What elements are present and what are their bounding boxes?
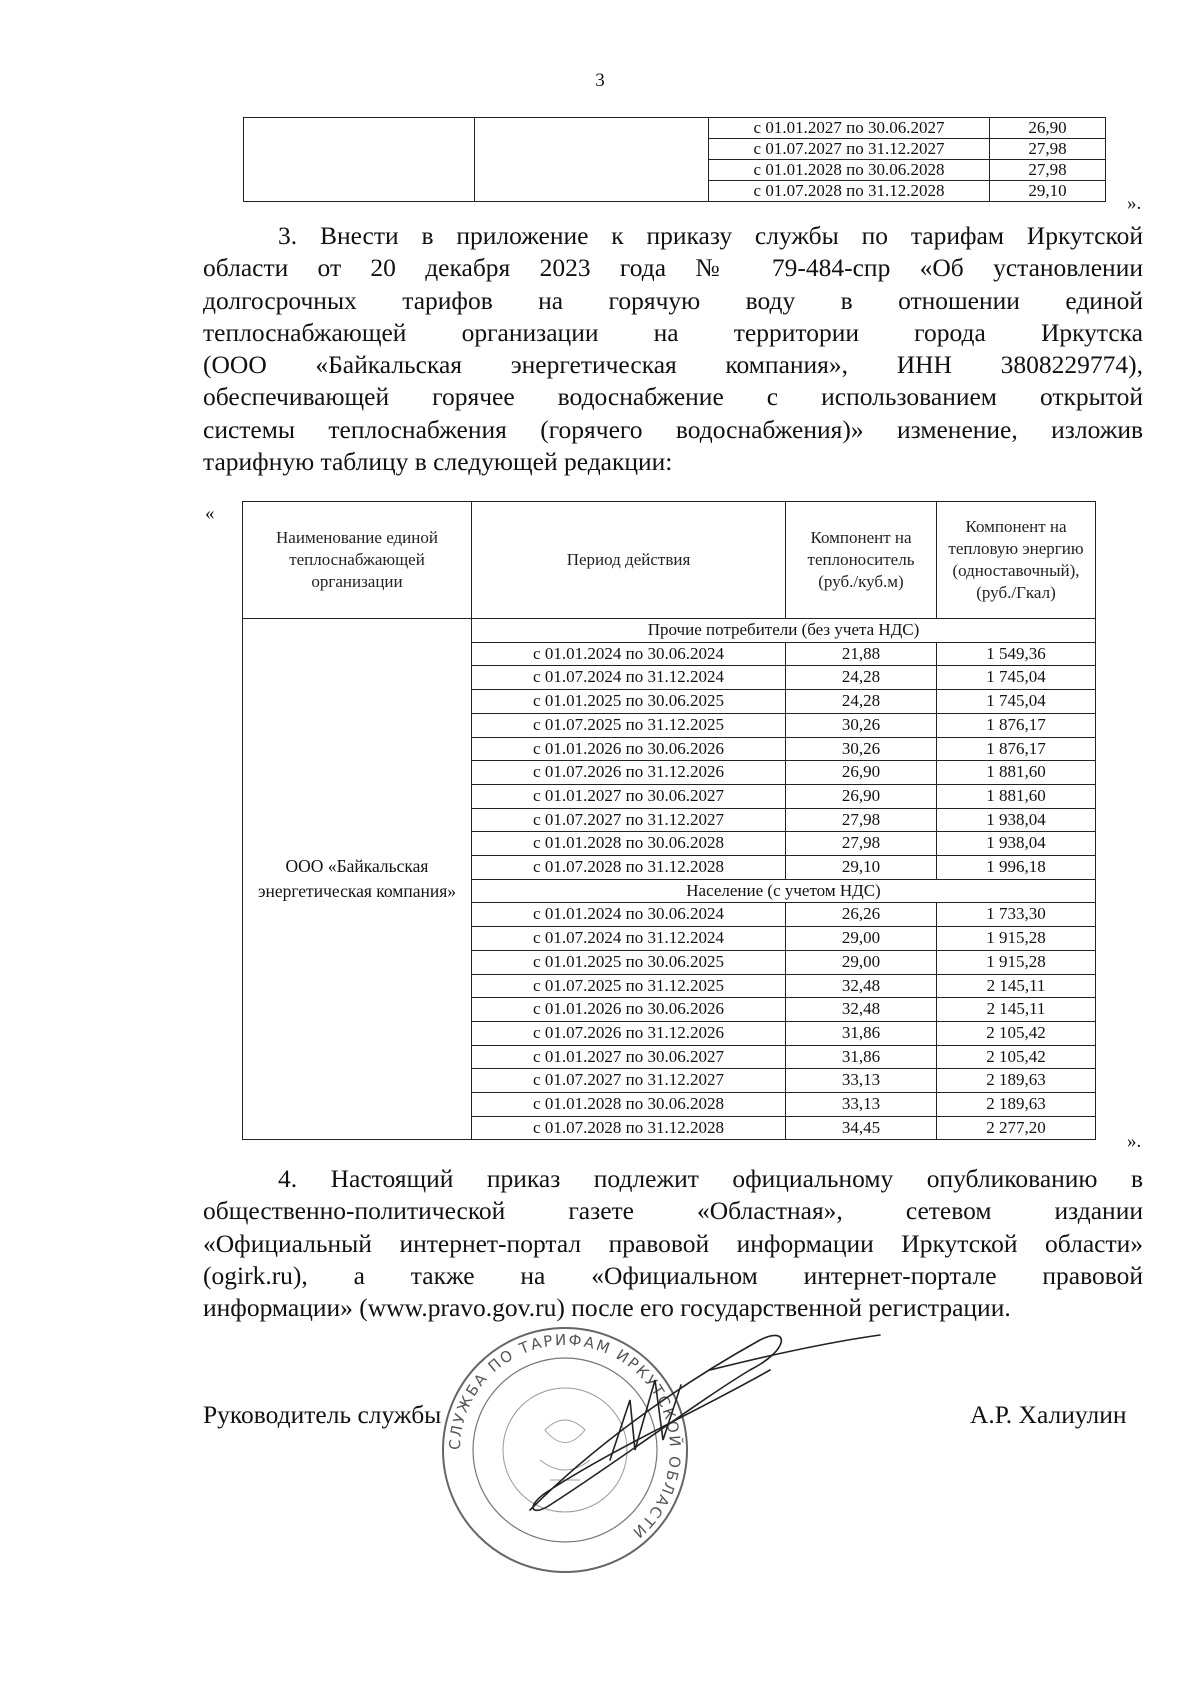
value-cell: 27,98 xyxy=(990,139,1106,160)
energy-cell: 1 915,28 xyxy=(937,927,1096,951)
value-cell: 26,90 xyxy=(990,118,1106,139)
energy-cell: 1 733,30 xyxy=(937,903,1096,927)
period-cell: с 01.07.2025 по 31.12.2025 xyxy=(472,974,786,998)
period-cell: с 01.07.2024 по 31.12.2024 xyxy=(472,927,786,951)
text-line: информации» (www.pravo.gov.ru) после его государственной регистрации. xyxy=(203,1293,1011,1323)
opening-quote: « xyxy=(205,503,215,524)
carrier-cell: 34,45 xyxy=(786,1116,937,1140)
period-cell: с 01.07.2024 по 31.12.2024 xyxy=(472,666,786,690)
carrier-cell: 26,90 xyxy=(786,761,937,785)
energy-cell: 1 745,04 xyxy=(937,666,1096,690)
text-line: «Официальный интернет-портал правовой информации Иркутской области» xyxy=(203,1228,1143,1258)
header-period: Период действия xyxy=(472,502,786,619)
table-header-row xyxy=(243,502,1096,619)
period-cell: с 01.07.2026 по 31.12.2026 xyxy=(472,1021,786,1045)
energy-cell: 1 938,04 xyxy=(937,832,1096,856)
period-cell: с 01.01.2027 по 30.06.2027 xyxy=(709,118,990,139)
period-cell: с 01.01.2024 по 30.06.2024 xyxy=(472,642,786,666)
period-cell: с 01.07.2027 по 31.12.2027 xyxy=(709,139,990,160)
carrier-cell: 29,10 xyxy=(786,856,937,880)
text-line: системы теплоснабжения (горячего водоснабжения)» изменение, изложив xyxy=(203,414,1143,444)
empty-cell xyxy=(475,118,709,202)
group-row xyxy=(243,619,1096,643)
period-cell: с 01.01.2025 по 30.06.2025 xyxy=(472,950,786,974)
carrier-cell: 29,00 xyxy=(786,950,937,974)
period-cell: с 01.07.2028 по 31.12.2028 xyxy=(709,181,990,202)
period-cell: с 01.07.2027 по 31.12.2027 xyxy=(472,808,786,832)
page-number: 3 xyxy=(595,70,605,91)
value-cell: 27,98 xyxy=(990,160,1106,181)
period-cell: с 01.07.2027 по 31.12.2027 xyxy=(472,1069,786,1093)
signatory-position: Руководитель службы xyxy=(203,1400,442,1429)
text-line: 4. Настоящий приказ подлежит официальному опубликованию в xyxy=(278,1164,1143,1193)
org-name-cell: ООО «Байкальская энергетическая компания» xyxy=(243,619,472,1140)
text-line: теплоснабжающей организации на территории города Иркутска xyxy=(203,317,1143,347)
carrier-cell: 26,26 xyxy=(786,903,937,927)
energy-cell: 2 189,63 xyxy=(937,1093,1096,1117)
carrier-cell: 27,98 xyxy=(786,808,937,832)
energy-cell: 2 105,42 xyxy=(937,1021,1096,1045)
carrier-cell: 32,48 xyxy=(786,998,937,1022)
text-line: (ООО «Байкальская энергетическая компания», ИНН 3808229774), xyxy=(203,350,1143,380)
energy-cell: 2 277,20 xyxy=(937,1116,1096,1140)
header-energy: Компонент на тепловую энергию (одноставочный), (руб./Гкал) xyxy=(937,502,1096,619)
header-org: Наименование единой теплоснабжающей организации xyxy=(243,502,472,619)
continued-tariff-table xyxy=(243,117,1106,202)
signatory-name: А.Р. Халиулин xyxy=(970,1400,1127,1429)
energy-cell: 1 745,04 xyxy=(937,690,1096,714)
text-line: тарифную таблицу в следующей редакции: xyxy=(203,447,673,477)
period-cell: с 01.07.2028 по 31.12.2028 xyxy=(472,856,786,880)
energy-cell: 1 881,60 xyxy=(937,784,1096,808)
period-cell: с 01.07.2026 по 31.12.2026 xyxy=(472,761,786,785)
period-cell: с 01.01.2027 по 30.06.2027 xyxy=(472,784,786,808)
closing-quote: ». xyxy=(1127,1131,1142,1152)
seal-text: СЛУЖБА ПО ТАРИФАМ ИРКУТСКОЙ ОБЛАСТИ xyxy=(445,1330,685,1543)
carrier-cell: 30,26 xyxy=(786,737,937,761)
energy-cell: 2 145,11 xyxy=(937,974,1096,998)
closing-quote: ». xyxy=(1127,193,1142,214)
carrier-cell: 33,13 xyxy=(786,1069,937,1093)
value-cell: 29,10 xyxy=(990,181,1106,202)
carrier-cell: 24,28 xyxy=(786,666,937,690)
energy-cell: 1 938,04 xyxy=(937,808,1096,832)
carrier-cell: 31,86 xyxy=(786,1021,937,1045)
carrier-cell: 33,13 xyxy=(786,1093,937,1117)
text-line: обеспечивающей горячее водоснабжение с использованием открытой xyxy=(203,382,1143,412)
period-cell: с 01.01.2026 по 30.06.2026 xyxy=(472,998,786,1022)
energy-cell: 2 105,42 xyxy=(937,1045,1096,1069)
energy-cell: 2 145,11 xyxy=(937,998,1096,1022)
energy-cell: 1 881,60 xyxy=(937,761,1096,785)
text-line: общественно-политической газете «Областная», сетевом издании xyxy=(203,1196,1143,1226)
carrier-cell: 31,86 xyxy=(786,1045,937,1069)
energy-cell: 1 876,17 xyxy=(937,713,1096,737)
tariff-table xyxy=(242,501,1096,1140)
group-title: Прочие потребители (без учета НДС) xyxy=(472,619,1096,643)
carrier-cell: 21,88 xyxy=(786,642,937,666)
carrier-cell: 24,28 xyxy=(786,690,937,714)
energy-cell: 1 876,17 xyxy=(937,737,1096,761)
energy-cell: 1 996,18 xyxy=(937,856,1096,880)
text-line: области от 20 декабря 2023 года № 79-484-спр «Об установлении xyxy=(203,253,1143,283)
carrier-cell: 32,48 xyxy=(786,974,937,998)
text-line: 3. Внести в приложение к приказу службы по тарифам Иркутской xyxy=(278,221,1143,250)
period-cell: с 01.07.2028 по 31.12.2028 xyxy=(472,1116,786,1140)
text-line: долгосрочных тарифов на горячую воду в отношении единой xyxy=(203,285,1143,315)
paragraph-4 xyxy=(203,1163,1143,1324)
paragraph-3 xyxy=(203,220,1143,478)
energy-cell: 1 549,36 xyxy=(937,642,1096,666)
period-cell: с 01.01.2027 по 30.06.2027 xyxy=(472,1045,786,1069)
handwritten-signature xyxy=(470,1330,890,1520)
carrier-cell: 29,00 xyxy=(786,927,937,951)
empty-cell xyxy=(244,118,475,202)
period-cell: с 01.01.2028 по 30.06.2028 xyxy=(709,160,990,181)
carrier-cell: 30,26 xyxy=(786,713,937,737)
period-cell: с 01.01.2028 по 30.06.2028 xyxy=(472,1093,786,1117)
period-cell: с 01.01.2028 по 30.06.2028 xyxy=(472,832,786,856)
group-title: Население (с учетом НДС) xyxy=(472,879,1096,903)
period-cell: с 01.01.2026 по 30.06.2026 xyxy=(472,737,786,761)
carrier-cell: 26,90 xyxy=(786,784,937,808)
period-cell: с 01.01.2025 по 30.06.2025 xyxy=(472,690,786,714)
period-cell: с 01.07.2025 по 31.12.2025 xyxy=(472,713,786,737)
header-carrier: Компонент на теплоноситель (руб./куб.м) xyxy=(786,502,937,619)
period-cell: с 01.01.2024 по 30.06.2024 xyxy=(472,903,786,927)
carrier-cell: 27,98 xyxy=(786,832,937,856)
energy-cell: 1 915,28 xyxy=(937,950,1096,974)
table-row xyxy=(244,118,1106,139)
text-line: (ogirk.ru), а также на «Официальном интернет-портале правовой xyxy=(203,1260,1143,1290)
energy-cell: 2 189,63 xyxy=(937,1069,1096,1093)
